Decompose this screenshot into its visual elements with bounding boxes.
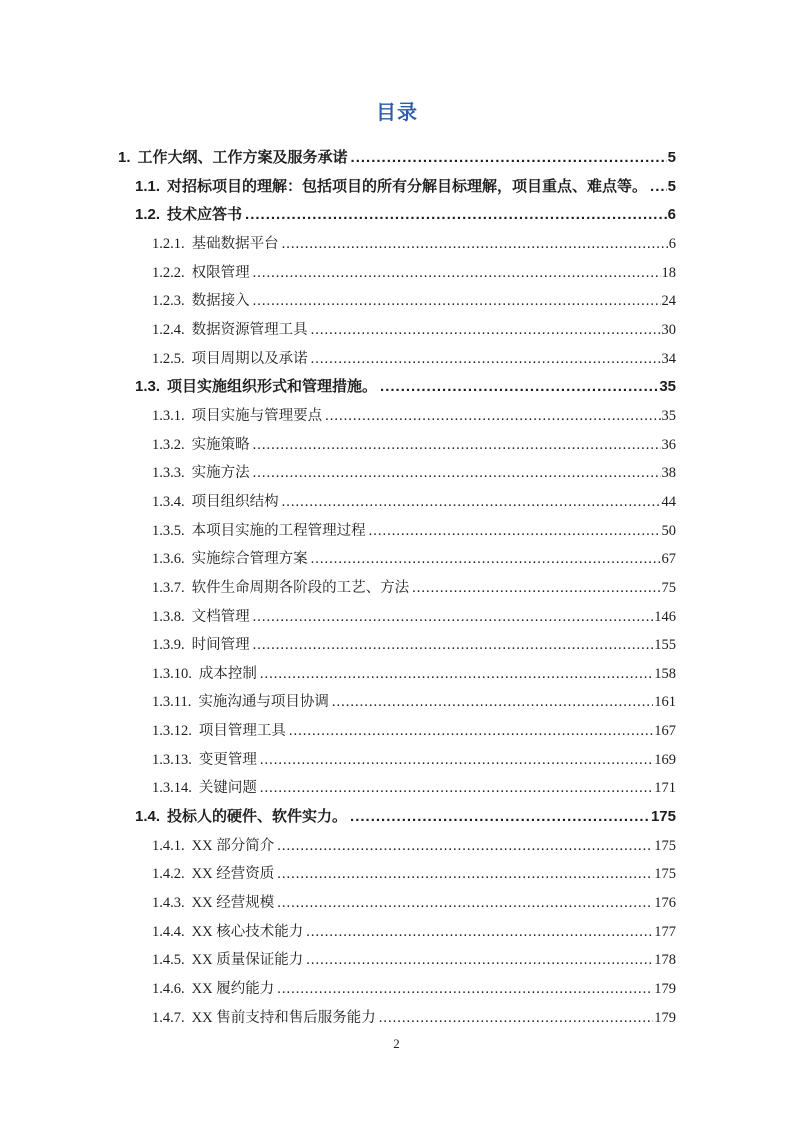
dot-leader — [260, 774, 653, 803]
entry-page-number: 35 — [659, 378, 676, 396]
dot-leader — [253, 631, 654, 660]
entry-page-number: 50 — [661, 522, 676, 539]
entry-number: 1.3.4. — [152, 493, 185, 510]
entry-page-number: 35 — [661, 407, 676, 424]
dot-leader — [277, 889, 653, 918]
dot-leader — [277, 832, 653, 861]
entry-label: 数据资源管理工具 — [191, 321, 308, 338]
dot-leader — [277, 975, 653, 1004]
entry-label: 实施策略 — [191, 436, 250, 453]
dot-leader — [412, 574, 660, 603]
toc-entry[interactable] — [118, 259, 676, 288]
entry-number: 1.3.1. — [152, 407, 185, 424]
entry-page-number: 176 — [654, 895, 676, 912]
toc-entry[interactable] — [118, 201, 676, 230]
entry-page-number: 158 — [654, 665, 676, 682]
entry-page-number: 155 — [654, 637, 676, 654]
entry-page-number: 171 — [654, 780, 676, 797]
toc-entry[interactable] — [118, 688, 676, 717]
entry-page-number: 175 — [654, 866, 676, 883]
entry-page-number: 5 — [667, 149, 676, 166]
dot-leader — [253, 287, 661, 316]
entry-number: 1.3.12. — [152, 723, 192, 740]
entry-label: XX 经营规模 — [191, 895, 275, 912]
entry-label: 本项目实施的工程管理过程 — [191, 522, 366, 539]
entry-page-number: 161 — [654, 694, 676, 711]
entry-number: 1.2.4. — [152, 321, 185, 338]
entry-label: 技术应答书 — [167, 206, 243, 224]
entry-page-number: 24 — [661, 293, 676, 310]
entry-page-number: 30 — [661, 321, 676, 338]
entry-label: XX 质量保证能力 — [191, 952, 304, 969]
toc-entry[interactable] — [118, 545, 676, 574]
entry-number: 1.3.5. — [152, 522, 185, 539]
entry-label: 时间管理 — [191, 637, 250, 654]
toc-entry[interactable] — [118, 459, 676, 488]
entry-label: XX 部分简介 — [191, 837, 275, 854]
toc-entry[interactable] — [118, 1004, 676, 1033]
dot-leader — [260, 746, 653, 775]
entry-page-number: 179 — [654, 1009, 676, 1026]
toc-entry[interactable] — [118, 173, 676, 202]
entry-number: 1.4.4. — [152, 923, 185, 940]
entry-page-number: 167 — [654, 723, 676, 740]
dot-leader — [277, 860, 653, 889]
entry-number: 1.2.3. — [152, 293, 185, 310]
toc-entry[interactable] — [118, 660, 676, 689]
entry-page-number: 75 — [661, 579, 676, 596]
toc-entry[interactable] — [118, 746, 676, 775]
entry-number: 1.4.1. — [152, 837, 185, 854]
entry-label: 数据接入 — [191, 293, 250, 310]
toc-entry[interactable] — [118, 803, 676, 832]
entry-label: 软件生命周期各阶段的工艺、方法 — [191, 579, 410, 596]
entry-page-number: 177 — [654, 923, 676, 940]
entry-label: 项目周期以及承诺 — [191, 350, 308, 367]
entry-number: 1.4.3. — [152, 895, 185, 912]
toc-entry[interactable] — [118, 230, 676, 259]
entry-page-number: 36 — [661, 436, 676, 453]
entry-number: 1.4.5. — [152, 952, 185, 969]
entry-number: 1.3.7. — [152, 579, 185, 596]
dot-leader — [282, 488, 661, 517]
entry-page-number: 5 — [667, 177, 676, 195]
entry-number: 1.2.5. — [152, 350, 185, 367]
dot-leader — [253, 259, 661, 288]
dot-leader — [351, 144, 667, 173]
entry-page-number: 6 — [667, 206, 676, 224]
entry-label: 变更管理 — [198, 751, 257, 768]
entry-number: 1.3.10. — [152, 665, 192, 682]
toc-title: 目录 — [376, 102, 418, 124]
entry-label: 文档管理 — [191, 608, 250, 625]
page-number-footer: 2 — [393, 1036, 400, 1051]
toc-entry[interactable] — [118, 488, 676, 517]
dot-leader — [379, 1004, 654, 1033]
entry-number: 1.3.11. — [152, 694, 192, 711]
entry-label: 实施方法 — [191, 465, 250, 482]
entry-number: 1.3.6. — [152, 551, 185, 568]
toc-entry[interactable] — [118, 975, 676, 1004]
toc-entry[interactable] — [118, 774, 676, 803]
toc-entry[interactable] — [118, 889, 676, 918]
toc-entry[interactable] — [118, 402, 676, 431]
entry-number: 1.3.3. — [152, 465, 185, 482]
entry-number: 1.2.2. — [152, 264, 185, 281]
entry-page-number: 175 — [650, 808, 676, 826]
entry-page-number: 175 — [654, 837, 676, 854]
toc-entry[interactable] — [118, 603, 676, 632]
dot-leader — [306, 946, 653, 975]
toc-entry[interactable] — [118, 345, 676, 374]
entry-page-number: 146 — [654, 608, 676, 625]
entry-label: XX 履约能力 — [191, 981, 275, 998]
table-of-contents — [118, 144, 676, 1032]
toc-entry[interactable] — [118, 287, 676, 316]
entry-number: 1.2. — [135, 206, 161, 224]
entry-label: 关键问题 — [198, 780, 257, 797]
toc-entry[interactable] — [118, 431, 676, 460]
entry-label: 成本控制 — [198, 665, 257, 682]
dot-leader — [306, 918, 653, 947]
toc-entry[interactable] — [118, 574, 676, 603]
dot-leader — [253, 459, 661, 488]
entry-page-number: 179 — [654, 981, 676, 998]
dot-leader — [650, 173, 667, 202]
toc-entry[interactable] — [118, 860, 676, 889]
entry-label: XX 经营资质 — [191, 866, 275, 883]
entry-number: 1.4. — [135, 808, 161, 826]
entry-page-number: 34 — [661, 350, 676, 367]
toc-entry[interactable] — [118, 144, 676, 173]
entry-number: 1.3.8. — [152, 608, 185, 625]
toc-entry[interactable] — [118, 517, 676, 546]
entry-page-number: 38 — [661, 465, 676, 482]
dot-leader — [311, 545, 661, 574]
entry-label: XX 核心技术能力 — [191, 923, 304, 940]
entry-label: 项目实施组织形式和管理措施。 — [167, 378, 378, 396]
toc-entry[interactable] — [118, 832, 676, 861]
entry-label: 项目组织结构 — [191, 493, 279, 510]
entry-label: 实施综合管理方案 — [191, 551, 308, 568]
dot-leader — [245, 201, 667, 230]
dot-leader — [253, 603, 654, 632]
entry-label: 权限管理 — [191, 264, 250, 281]
entry-page-number: 67 — [661, 551, 676, 568]
entry-number: 1.4.7. — [152, 1009, 185, 1026]
dot-leader — [332, 688, 653, 717]
entry-number: 1.3.2. — [152, 436, 185, 453]
entry-page-number: 169 — [654, 751, 676, 768]
toc-entry[interactable] — [118, 631, 676, 660]
dot-leader — [380, 373, 658, 402]
entry-number: 1.4.6. — [152, 981, 185, 998]
toc-entry[interactable] — [118, 316, 676, 345]
entry-label: 工作大纲、工作方案及服务承诺 — [137, 149, 348, 166]
toc-entry[interactable] — [118, 717, 676, 746]
toc-entry[interactable] — [118, 946, 676, 975]
entry-page-number: 44 — [661, 493, 676, 510]
entry-label: 实施沟通与项目协调 — [198, 694, 329, 711]
entry-number: 1.1. — [135, 177, 161, 195]
dot-leader — [311, 345, 661, 374]
entry-label: 项目管理工具 — [198, 723, 286, 740]
dot-leader — [282, 230, 668, 259]
entry-label: 项目实施与管理要点 — [191, 407, 323, 424]
entry-number: 1.3.14. — [152, 780, 192, 797]
dot-leader — [289, 717, 653, 746]
dot-leader — [350, 803, 650, 832]
entry-number: 1.2.1. — [152, 235, 185, 252]
entry-number: 1.3.9. — [152, 637, 185, 654]
entry-label: XX 售前支持和售后服务能力 — [191, 1009, 376, 1026]
entry-page-number: 178 — [654, 952, 676, 969]
dot-leader — [253, 431, 661, 460]
entry-number: 1. — [118, 149, 131, 166]
entry-label: 基础数据平台 — [191, 235, 279, 252]
dot-leader — [311, 316, 661, 345]
dot-leader — [260, 660, 653, 689]
entry-number: 1.3.13. — [152, 751, 192, 768]
entry-number: 1.3. — [135, 378, 161, 396]
entry-number: 1.4.2. — [152, 866, 185, 883]
dot-leader — [369, 517, 661, 546]
toc-entry[interactable] — [118, 373, 676, 402]
entry-label: 对招标项目的理解：包括项目的所有分解目标理解，项目重点、难点等。 — [167, 177, 648, 195]
entry-page-number: 18 — [661, 264, 676, 281]
toc-entry[interactable] — [118, 918, 676, 947]
entry-page-number: 6 — [668, 235, 676, 252]
dot-leader — [325, 402, 660, 431]
entry-label: 投标人的硬件、软件实力。 — [167, 808, 348, 826]
